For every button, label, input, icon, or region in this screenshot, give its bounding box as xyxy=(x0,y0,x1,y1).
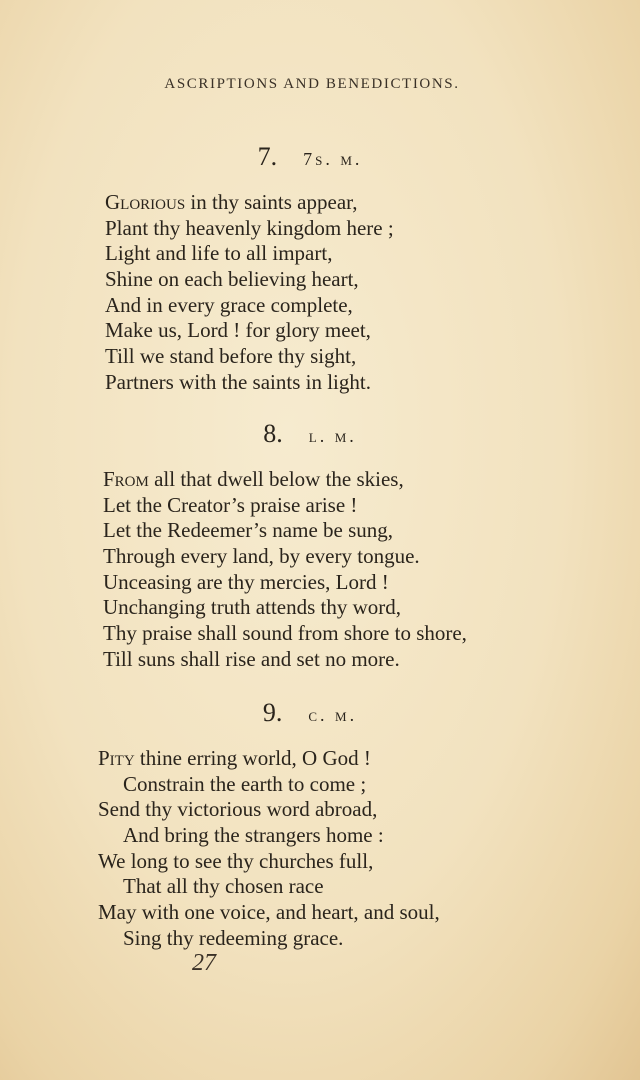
hymn-heading xyxy=(0,698,620,728)
verse-text: in thy saints appear, xyxy=(185,190,358,214)
verse-line xyxy=(98,900,440,926)
hymn-number: 9. xyxy=(262,698,283,727)
verse-line xyxy=(103,647,467,673)
page-number: 27 xyxy=(192,950,216,976)
verse-line xyxy=(103,467,467,493)
hymn-meter: l. m. xyxy=(308,426,357,446)
verse-line xyxy=(105,267,394,293)
verse-line xyxy=(105,370,394,396)
hymn-heading xyxy=(0,142,620,172)
verse-line xyxy=(103,518,467,544)
verse-first-word: From xyxy=(103,467,149,491)
hymn-number: 8. xyxy=(263,419,283,448)
verse-text: And bring the strangers home : xyxy=(123,823,384,848)
verse-text: Unceasing are thy mercies, Lord ! xyxy=(103,569,389,594)
verse-line xyxy=(98,746,440,772)
hymn-meter: c. m. xyxy=(308,705,358,725)
hymn-verse xyxy=(105,190,394,396)
verse-text: We long to see thy churches full, xyxy=(98,848,374,873)
verse-line xyxy=(105,241,394,267)
hymn-meter: 7s. m. xyxy=(303,149,363,169)
verse-text: Let the Creator’s praise arise ! xyxy=(103,492,358,517)
verse-text: Unchanging truth attends thy word, xyxy=(103,595,402,620)
verse-first-word: Glorious xyxy=(105,190,186,214)
verse-line xyxy=(105,293,394,319)
hymn-verse xyxy=(103,467,467,673)
verse-line xyxy=(103,544,467,570)
verse-text: Send thy victorious word abroad, xyxy=(98,797,378,822)
verse-line xyxy=(98,874,440,900)
verse-text: Thy praise shall sound from shore to shore, xyxy=(103,621,467,646)
verse-text: And in every grace complete, xyxy=(105,292,353,317)
verse-line xyxy=(103,595,467,621)
verse-line xyxy=(98,849,440,875)
verse-line xyxy=(103,493,467,519)
verse-text: Make us, Lord ! for glory meet, xyxy=(105,318,371,343)
verse-line xyxy=(98,823,440,849)
verse-text: Till suns shall rise and set no more. xyxy=(103,646,400,671)
verse-text: Plant thy heavenly kingdom here ; xyxy=(105,215,394,240)
running-head: ASCRIPTIONS AND BENEDICTIONS. xyxy=(164,76,460,92)
verse-line xyxy=(105,190,394,216)
verse-text: Sing thy redeeming grace. xyxy=(123,925,344,950)
verse-text: Light and life to all impart, xyxy=(105,241,333,266)
verse-line xyxy=(103,621,467,647)
verse-text: Constrain the earth to come ; xyxy=(123,771,367,796)
verse-line xyxy=(98,926,440,952)
verse-text: all that dwell below the skies, xyxy=(148,467,404,491)
verse-text: That all thy chosen race xyxy=(123,874,324,899)
verse-line xyxy=(98,797,440,823)
verse-text: May with one voice, and heart, and soul, xyxy=(98,900,440,925)
verse-line xyxy=(98,772,440,798)
verse-text: Till we stand before thy sight, xyxy=(105,344,357,369)
verse-line xyxy=(105,344,394,370)
verse-first-word: Pity xyxy=(98,746,135,770)
hymn-verse xyxy=(98,746,440,952)
hymn-number: 7. xyxy=(257,142,278,171)
verse-text: Partners with the saints in light. xyxy=(105,369,371,394)
verse-text: thine erring world, O God ! xyxy=(134,746,371,770)
verse-line xyxy=(105,216,394,242)
verse-text: Through every land, by every tongue. xyxy=(103,544,420,569)
hymn-heading xyxy=(0,419,620,449)
verse-text: Shine on each believing heart, xyxy=(105,267,359,292)
verse-text: Let the Redeemer’s name be sung, xyxy=(103,518,394,543)
verse-line xyxy=(103,570,467,596)
verse-line xyxy=(105,318,394,344)
